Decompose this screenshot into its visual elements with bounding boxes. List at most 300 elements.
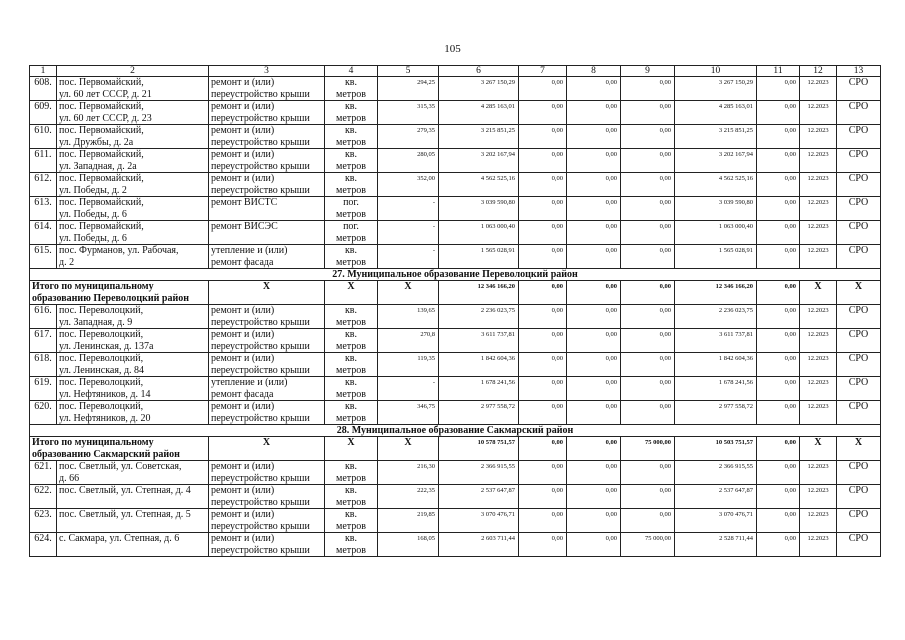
deadline-cell: 12.2023 xyxy=(800,329,837,353)
col7-cell: 0,00 xyxy=(519,401,567,425)
address-line2: ул. Победы, д. 2 xyxy=(59,184,127,196)
col9-cell: 0,00 xyxy=(621,377,675,401)
work-type-line2: переустройство крыши xyxy=(211,136,310,148)
col7-cell: 0,00 xyxy=(519,377,567,401)
column-header: 11 xyxy=(757,66,800,77)
row-number: 611. xyxy=(30,149,57,173)
work-type-line2: переустройство крыши xyxy=(211,544,310,556)
column-header: 9 xyxy=(621,66,675,77)
method-cell: СРО xyxy=(837,353,881,377)
column-header: 13 xyxy=(837,66,881,77)
table-row xyxy=(30,173,881,197)
subtotal-label xyxy=(30,281,209,305)
col8-cell: 0,00 xyxy=(567,533,621,557)
deadline-cell: 12.2023 xyxy=(800,245,837,269)
subtotal-col4: Х xyxy=(325,281,378,305)
work-type-cell xyxy=(209,173,325,197)
work-type-line1: ремонт и (или) xyxy=(211,77,275,88)
table-row xyxy=(30,329,881,353)
deadline-cell: 12.2023 xyxy=(800,125,837,149)
col8-cell: 0,00 xyxy=(567,125,621,149)
work-type-cell xyxy=(209,485,325,509)
work-type-cell xyxy=(209,353,325,377)
method-cell: СРО xyxy=(837,305,881,329)
unit-line1: кв. xyxy=(344,149,358,160)
work-type-line1: ремонт и (или) xyxy=(211,149,275,160)
unit-line1: кв. xyxy=(344,353,358,364)
row-number: 621. xyxy=(30,461,57,485)
address-line1: пос. Переволоцкий, xyxy=(59,401,144,412)
col8-cell: 0,00 xyxy=(567,101,621,125)
unit-line2: метров xyxy=(336,544,366,556)
area-cell: 139,65 xyxy=(378,305,439,329)
address-line2: ул. Ленинская, д. 84 xyxy=(59,364,145,376)
subtotal-col11: 0,00 xyxy=(757,437,800,461)
method-cell: СРО xyxy=(837,149,881,173)
work-type-line1: ремонт и (или) xyxy=(211,173,275,184)
col7-cell: 0,00 xyxy=(519,77,567,101)
total-cost-cell: 2 236 023,75 xyxy=(439,305,519,329)
address-line1: пос. Переволоцкий, xyxy=(59,377,144,388)
work-type-cell xyxy=(209,401,325,425)
unit-line1: пог. xyxy=(343,221,359,232)
col10-cell: 1 063 000,40 xyxy=(675,221,757,245)
col11-cell: 0,00 xyxy=(757,77,800,101)
col10-cell: 4 285 163,01 xyxy=(675,101,757,125)
address-cell xyxy=(57,353,209,377)
unit-line2: метров xyxy=(336,412,366,424)
method-cell: СРО xyxy=(837,173,881,197)
method-cell: СРО xyxy=(837,77,881,101)
table-row xyxy=(30,509,881,533)
method-cell: СРО xyxy=(837,101,881,125)
column-header: 5 xyxy=(378,66,439,77)
row-number: 608. xyxy=(30,77,57,101)
work-type-line1: ремонт и (или) xyxy=(211,305,275,316)
method-cell: СРО xyxy=(837,401,881,425)
area-cell: - xyxy=(378,377,439,401)
col8-cell: 0,00 xyxy=(567,245,621,269)
area-cell: - xyxy=(378,221,439,245)
address-cell xyxy=(57,305,209,329)
method-cell: СРО xyxy=(837,125,881,149)
table-row xyxy=(30,125,881,149)
section-title: 28. Муниципальное образование Сакмарский район xyxy=(30,425,881,437)
col8-cell: 0,00 xyxy=(567,329,621,353)
area-cell: 168,05 xyxy=(378,533,439,557)
work-type-line1: ремонт и (или) xyxy=(211,101,275,112)
deadline-cell: 12.2023 xyxy=(800,101,837,125)
work-type-cell xyxy=(209,245,325,269)
total-cost-cell: 2 537 647,87 xyxy=(439,485,519,509)
col8-cell: 0,00 xyxy=(567,377,621,401)
address-cell xyxy=(57,245,209,269)
deadline-cell: 12.2023 xyxy=(800,197,837,221)
area-cell: - xyxy=(378,245,439,269)
col10-cell: 3 039 590,80 xyxy=(675,197,757,221)
unit-cell xyxy=(325,245,378,269)
work-type-line2: переустройство крыши xyxy=(211,184,310,196)
col9-cell: 0,00 xyxy=(621,461,675,485)
address-line1: с. Сакмара, ул. Степная, д. 6 xyxy=(59,533,180,544)
col10-cell: 1 565 028,91 xyxy=(675,245,757,269)
address-line2: ул. Ленинская, д. 137а xyxy=(59,340,154,352)
col7-cell: 0,00 xyxy=(519,197,567,221)
col11-cell: 0,00 xyxy=(757,221,800,245)
deadline-cell: 12.2023 xyxy=(800,401,837,425)
method-cell: СРО xyxy=(837,221,881,245)
unit-cell xyxy=(325,509,378,533)
work-type-cell xyxy=(209,197,325,221)
col9-cell: 0,00 xyxy=(621,245,675,269)
subtotal-row xyxy=(30,281,881,305)
work-type-cell xyxy=(209,77,325,101)
address-line2: ул. Нефтяников, д. 14 xyxy=(59,388,151,400)
deadline-cell: 12.2023 xyxy=(800,149,837,173)
table-row xyxy=(30,353,881,377)
row-number: 619. xyxy=(30,377,57,401)
col11-cell: 0,00 xyxy=(757,461,800,485)
col7-cell: 0,00 xyxy=(519,305,567,329)
unit-line1: кв. xyxy=(344,101,358,112)
work-type-cell xyxy=(209,221,325,245)
col9-cell: 0,00 xyxy=(621,305,675,329)
col10-cell: 3 070 476,71 xyxy=(675,509,757,533)
unit-line2: метров xyxy=(336,232,366,244)
subtotal-col13: Х xyxy=(837,437,881,461)
subtotal-col8: 0,00 xyxy=(567,281,621,305)
method-cell: СРО xyxy=(837,509,881,533)
subtotal-col5: Х xyxy=(378,281,439,305)
deadline-cell: 12.2023 xyxy=(800,77,837,101)
col7-cell: 0,00 xyxy=(519,245,567,269)
unit-line1: кв. xyxy=(344,173,358,184)
row-number: 610. xyxy=(30,125,57,149)
address-line1: пос. Первомайский, xyxy=(59,197,144,208)
column-number-header-row xyxy=(30,66,881,77)
row-number: 612. xyxy=(30,173,57,197)
subtotal-row xyxy=(30,437,881,461)
work-type-line2: переустройство крыши xyxy=(211,412,310,424)
address-line1: пос. Светлый, ул. Степная, д. 4 xyxy=(59,485,191,496)
method-cell: СРО xyxy=(837,533,881,557)
column-header: 8 xyxy=(567,66,621,77)
col8-cell: 0,00 xyxy=(567,149,621,173)
total-cost-cell: 3 202 167,94 xyxy=(439,149,519,173)
total-cost-cell: 3 039 590,80 xyxy=(439,197,519,221)
work-type-line2: переустройство крыши xyxy=(211,520,310,532)
address-line1: пос. Первомайский, xyxy=(59,149,144,160)
col9-cell: 0,00 xyxy=(621,149,675,173)
col7-cell: 0,00 xyxy=(519,329,567,353)
area-cell: 352,00 xyxy=(378,173,439,197)
col11-cell: 0,00 xyxy=(757,173,800,197)
area-cell: - xyxy=(378,197,439,221)
subtotal-total: 12 346 166,20 xyxy=(439,281,519,305)
address-line2: ул. Победы, д. 6 xyxy=(59,208,127,220)
unit-line2: метров xyxy=(336,256,366,268)
work-type-line2: переустройство крыши xyxy=(211,112,310,124)
col11-cell: 0,00 xyxy=(757,401,800,425)
unit-cell xyxy=(325,461,378,485)
col10-cell: 2 366 915,55 xyxy=(675,461,757,485)
address-line2: ул. Западная, д. 2а xyxy=(59,160,137,172)
column-header: 12 xyxy=(800,66,837,77)
address-line2: ул. 60 лет СССР, д. 23 xyxy=(59,112,152,124)
work-type-line1: ремонт и (или) xyxy=(211,533,275,544)
table-row xyxy=(30,197,881,221)
col11-cell: 0,00 xyxy=(757,377,800,401)
row-number: 617. xyxy=(30,329,57,353)
subtotal-col13: Х xyxy=(837,281,881,305)
total-cost-cell: 2 366 915,55 xyxy=(439,461,519,485)
column-header: 6 xyxy=(439,66,519,77)
total-cost-cell: 3 215 851,25 xyxy=(439,125,519,149)
col7-cell: 0,00 xyxy=(519,509,567,533)
unit-cell xyxy=(325,77,378,101)
col7-cell: 0,00 xyxy=(519,173,567,197)
unit-line1: пог. xyxy=(343,197,359,208)
work-type-cell xyxy=(209,149,325,173)
subtotal-col9: 75 000,00 xyxy=(621,437,675,461)
address-line1: пос. Первомайский, xyxy=(59,221,144,232)
column-header: 1 xyxy=(30,66,57,77)
area-cell: 216,30 xyxy=(378,461,439,485)
table-row xyxy=(30,221,881,245)
work-type-line1: утепление и (или) xyxy=(211,377,288,388)
work-type-line2: ремонт фасада xyxy=(211,388,274,400)
work-type-line1: ремонт и (или) xyxy=(211,125,275,136)
col7-cell: 0,00 xyxy=(519,533,567,557)
subtotal-col7: 0,00 xyxy=(519,437,567,461)
work-type-line2: переустройство крыши xyxy=(211,496,310,508)
deadline-cell: 12.2023 xyxy=(800,461,837,485)
unit-line2: метров xyxy=(336,112,366,124)
col9-cell: 0,00 xyxy=(621,221,675,245)
subtotal-label-line1: Итого по муниципальному xyxy=(32,281,154,292)
deadline-cell: 12.2023 xyxy=(800,173,837,197)
col8-cell: 0,00 xyxy=(567,77,621,101)
address-line1: пос. Переволоцкий, xyxy=(59,353,144,364)
col7-cell: 0,00 xyxy=(519,221,567,245)
work-type-line1: ремонт и (или) xyxy=(211,329,275,340)
deadline-cell: 12.2023 xyxy=(800,221,837,245)
address-cell xyxy=(57,533,209,557)
section-title-row xyxy=(30,425,881,437)
row-number: 616. xyxy=(30,305,57,329)
unit-line1: кв. xyxy=(344,377,358,388)
col7-cell: 0,00 xyxy=(519,461,567,485)
work-type-cell xyxy=(209,329,325,353)
col8-cell: 0,00 xyxy=(567,305,621,329)
work-type-line2: переустройство крыши xyxy=(211,364,310,376)
table-row xyxy=(30,377,881,401)
row-number: 615. xyxy=(30,245,57,269)
unit-line1: кв. xyxy=(344,125,358,136)
unit-line2: метров xyxy=(336,340,366,352)
unit-cell xyxy=(325,173,378,197)
subtotal-col12: Х xyxy=(800,281,837,305)
unit-cell xyxy=(325,377,378,401)
work-type-line1: ремонт и (или) xyxy=(211,509,275,520)
address-cell xyxy=(57,377,209,401)
address-cell xyxy=(57,485,209,509)
table-row xyxy=(30,77,881,101)
subtotal-col10: 12 346 166,20 xyxy=(675,281,757,305)
address-line1: пос. Переволоцкий, xyxy=(59,329,144,340)
address-line2: ул. Победы, д. 6 xyxy=(59,232,127,244)
address-cell xyxy=(57,101,209,125)
address-cell xyxy=(57,509,209,533)
col8-cell: 0,00 xyxy=(567,461,621,485)
column-header: 7 xyxy=(519,66,567,77)
total-cost-cell: 4 285 163,01 xyxy=(439,101,519,125)
area-cell: 219,85 xyxy=(378,509,439,533)
unit-line2: метров xyxy=(336,316,366,328)
col9-cell: 0,00 xyxy=(621,197,675,221)
work-type-line1: ремонт ВИСТС xyxy=(211,197,278,208)
work-type-line2: ремонт фасада xyxy=(211,256,274,268)
subtotal-col3: Х xyxy=(209,281,325,305)
column-header: 10 xyxy=(675,66,757,77)
work-type-line1: ремонт и (или) xyxy=(211,461,275,472)
unit-line1: кв. xyxy=(344,329,358,340)
work-type-cell xyxy=(209,461,325,485)
total-cost-cell: 1 842 604,36 xyxy=(439,353,519,377)
work-type-cell xyxy=(209,377,325,401)
work-type-line2: переустройство крыши xyxy=(211,472,310,484)
col11-cell: 0,00 xyxy=(757,329,800,353)
table-row xyxy=(30,101,881,125)
address-line2: д. 66 xyxy=(59,472,80,484)
unit-cell xyxy=(325,533,378,557)
col9-cell: 0,00 xyxy=(621,329,675,353)
col10-cell: 3 611 737,81 xyxy=(675,329,757,353)
col9-cell: 0,00 xyxy=(621,77,675,101)
work-type-cell xyxy=(209,533,325,557)
unit-line2: метров xyxy=(336,88,366,100)
col8-cell: 0,00 xyxy=(567,353,621,377)
total-cost-cell: 3 611 737,81 xyxy=(439,329,519,353)
unit-line1: кв. xyxy=(344,461,358,472)
row-number: 623. xyxy=(30,509,57,533)
address-line1: пос. Первомайский, xyxy=(59,77,144,88)
work-type-line2: переустройство крыши xyxy=(211,160,310,172)
unit-line1: кв. xyxy=(344,533,358,544)
subtotal-col7: 0,00 xyxy=(519,281,567,305)
address-line1: пос. Светлый, ул. Советская, xyxy=(59,461,182,472)
col8-cell: 0,00 xyxy=(567,509,621,533)
column-header: 3 xyxy=(209,66,325,77)
table-row xyxy=(30,461,881,485)
unit-cell xyxy=(325,305,378,329)
address-line1: пос. Первомайский, xyxy=(59,125,144,136)
subtotal-label-line1: Итого по муниципальному xyxy=(32,437,154,448)
subtotal-total: 10 578 751,57 xyxy=(439,437,519,461)
unit-line2: метров xyxy=(336,184,366,196)
col11-cell: 0,00 xyxy=(757,197,800,221)
subtotal-label-line2: образованию Переволоцкий район xyxy=(32,292,189,304)
col9-cell: 0,00 xyxy=(621,401,675,425)
work-type-cell xyxy=(209,509,325,533)
area-cell: 279,35 xyxy=(378,125,439,149)
unit-line2: метров xyxy=(336,520,366,532)
row-number: 613. xyxy=(30,197,57,221)
address-line2: ул. Дружбы, д. 2а xyxy=(59,136,134,148)
col10-cell: 4 562 525,16 xyxy=(675,173,757,197)
unit-cell xyxy=(325,329,378,353)
col11-cell: 0,00 xyxy=(757,509,800,533)
total-cost-cell: 1 678 241,56 xyxy=(439,377,519,401)
unit-cell xyxy=(325,197,378,221)
work-type-cell xyxy=(209,305,325,329)
deadline-cell: 12.2023 xyxy=(800,305,837,329)
address-line1: пос. Первомайский, xyxy=(59,173,144,184)
col9-cell: 0,00 xyxy=(621,353,675,377)
subtotal-col12: Х xyxy=(800,437,837,461)
unit-line1: кв. xyxy=(344,77,358,88)
area-cell: 346,75 xyxy=(378,401,439,425)
subtotal-col5: Х xyxy=(378,437,439,461)
address-cell xyxy=(57,173,209,197)
col8-cell: 0,00 xyxy=(567,197,621,221)
col8-cell: 0,00 xyxy=(567,173,621,197)
work-type-cell xyxy=(209,101,325,125)
col11-cell: 0,00 xyxy=(757,305,800,329)
row-number: 614. xyxy=(30,221,57,245)
address-line1: пос. Первомайский, xyxy=(59,101,144,112)
col8-cell: 0,00 xyxy=(567,401,621,425)
total-cost-cell: 2 977 558,72 xyxy=(439,401,519,425)
address-cell xyxy=(57,221,209,245)
col10-cell: 3 215 851,25 xyxy=(675,125,757,149)
address-cell xyxy=(57,401,209,425)
work-type-cell xyxy=(209,125,325,149)
col10-cell: 2 528 711,44 xyxy=(675,533,757,557)
total-cost-cell: 2 603 711,44 xyxy=(439,533,519,557)
total-cost-cell: 4 562 525,16 xyxy=(439,173,519,197)
col9-cell: 75 000,00 xyxy=(621,533,675,557)
col11-cell: 0,00 xyxy=(757,101,800,125)
col11-cell: 0,00 xyxy=(757,245,800,269)
method-cell: СРО xyxy=(837,461,881,485)
subtotal-label-line2: образованию Сакмарский район xyxy=(32,448,180,460)
subtotal-label xyxy=(30,437,209,461)
unit-line1: кв. xyxy=(344,305,358,316)
col10-cell: 1 842 604,36 xyxy=(675,353,757,377)
col11-cell: 0,00 xyxy=(757,353,800,377)
col10-cell: 2 236 023,75 xyxy=(675,305,757,329)
unit-line2: метров xyxy=(336,208,366,220)
unit-cell xyxy=(325,485,378,509)
col9-cell: 0,00 xyxy=(621,173,675,197)
col10-cell: 2 537 647,87 xyxy=(675,485,757,509)
col10-cell: 2 977 558,72 xyxy=(675,401,757,425)
area-cell: 119,35 xyxy=(378,353,439,377)
subtotal-col4: Х xyxy=(325,437,378,461)
address-line1: пос. Светлый, ул. Степная, д. 5 xyxy=(59,509,191,520)
address-line2: ул. Западная, д. 9 xyxy=(59,316,133,328)
col7-cell: 0,00 xyxy=(519,353,567,377)
unit-line2: метров xyxy=(336,160,366,172)
work-type-line2: переустройство крыши xyxy=(211,316,310,328)
address-line2: д. 2 xyxy=(59,256,75,268)
col7-cell: 0,00 xyxy=(519,149,567,173)
section-title: 27. Муниципальное образование Переволоцкий район xyxy=(30,269,881,281)
address-cell xyxy=(57,329,209,353)
address-cell xyxy=(57,77,209,101)
col10-cell: 3 267 150,29 xyxy=(675,77,757,101)
